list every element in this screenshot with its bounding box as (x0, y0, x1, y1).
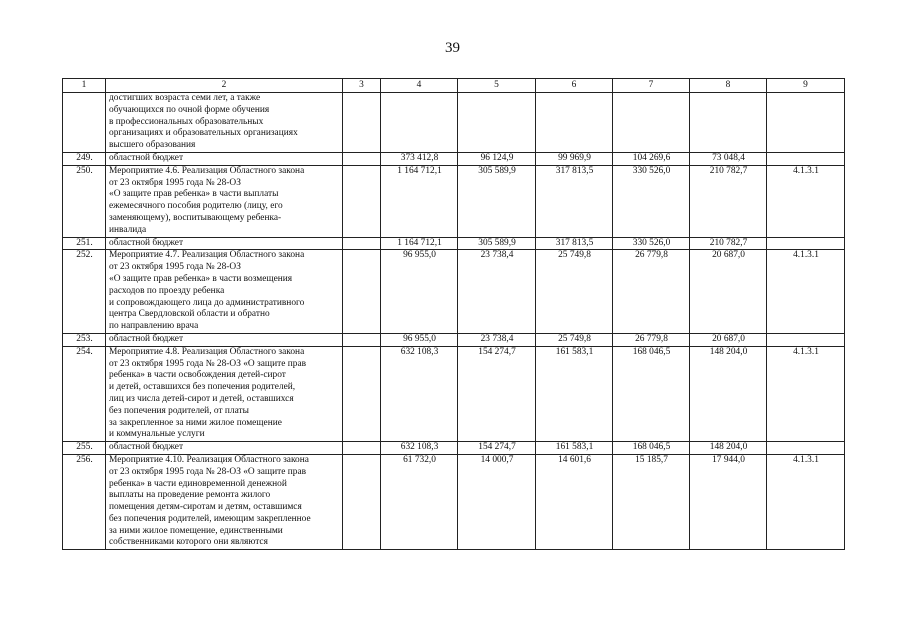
cell-col-3 (343, 93, 381, 153)
column-header: 9 (767, 79, 845, 93)
cell-total: 96 955,0 (381, 333, 458, 346)
row-number: 249. (63, 152, 106, 165)
row-description (106, 333, 343, 346)
cell-col-7: 104 269,6 (613, 152, 690, 165)
cell-col-8: 148 204,0 (690, 346, 767, 441)
row-description (106, 250, 343, 334)
cell-col-5: 154 274,7 (458, 442, 536, 455)
description-line: областной бюджет (109, 237, 184, 248)
cell-total: 632 108,3 (381, 346, 458, 441)
cell-total: 96 955,0 (381, 250, 458, 334)
table-row (63, 152, 845, 165)
cell-col-3 (343, 454, 381, 549)
budget-table (62, 78, 845, 550)
row-description (106, 152, 343, 165)
description-line: за ними жилое помещение, единственными (109, 525, 283, 536)
row-number: 254. (63, 346, 106, 441)
row-description (106, 165, 343, 237)
description-line: заменяющему), воспитывающему ребенка- (109, 212, 282, 223)
cell-col-6: 317 813,5 (536, 165, 613, 237)
cell-total: 1 164 712,1 (381, 165, 458, 237)
cell-col-7: 26 779,8 (613, 250, 690, 334)
cell-col-5: 23 738,4 (458, 333, 536, 346)
description-line: выплаты на проведение ремонта жилого (109, 490, 271, 501)
description-line: без попечения родителей, от платы (109, 405, 249, 416)
cell-col-5: 14 000,7 (458, 454, 536, 549)
description-line: от 23 октября 1995 года № 28-ОЗ (109, 262, 241, 273)
table-row (63, 333, 845, 346)
description-line: областной бюджет (109, 333, 184, 344)
cell-target-code (767, 237, 845, 250)
cell-col-3 (343, 442, 381, 455)
row-description (106, 346, 343, 441)
description-line: областной бюджет (109, 442, 184, 453)
description-line: ежемесячного пособия родителю (лицу, его (109, 201, 283, 212)
description-line: Мероприятие 4.6. Реализация Областного закона (109, 165, 305, 176)
cell-target-code: 4.1.3.1 (767, 346, 845, 441)
cell-col-5: 305 589,9 (458, 237, 536, 250)
description-line: Мероприятие 4.8. Реализация Областного закона (109, 346, 305, 357)
cell-col-6: 317 813,5 (536, 237, 613, 250)
table-row (63, 165, 845, 237)
cell-target-code: 4.1.3.1 (767, 250, 845, 334)
description-line: «О защите прав ребенка» в части возмещения (109, 273, 293, 284)
cell-col-7 (613, 93, 690, 153)
description-line: собственниками которого они являются (109, 537, 268, 548)
cell-target-code (767, 152, 845, 165)
row-description (106, 442, 343, 455)
cell-col-8: 210 782,7 (690, 237, 767, 250)
table-row (63, 250, 845, 334)
page-number: 39 (445, 40, 460, 56)
row-number: 255. (63, 442, 106, 455)
cell-target-code (767, 333, 845, 346)
cell-col-5: 23 738,4 (458, 250, 536, 334)
cell-target-code: 4.1.3.1 (767, 454, 845, 549)
description-line: и сопровождающего лица до административного (109, 297, 305, 308)
table-row (63, 93, 845, 153)
table-row (63, 454, 845, 549)
cell-col-3 (343, 165, 381, 237)
description-line: Мероприятие 4.7. Реализация Областного закона (109, 250, 305, 261)
row-number: 252. (63, 250, 106, 334)
cell-target-code (767, 442, 845, 455)
cell-col-7: 15 185,7 (613, 454, 690, 549)
cell-col-8: 148 204,0 (690, 442, 767, 455)
row-description (106, 237, 343, 250)
cell-col-6: 99 969,9 (536, 152, 613, 165)
cell-col-6: 161 583,1 (536, 346, 613, 441)
column-header: 4 (381, 79, 458, 93)
description-line: за закрепленное за ними жилое помещение (109, 417, 282, 428)
description-line: Мероприятие 4.10. Реализация Областного закона (109, 454, 309, 465)
cell-total (381, 93, 458, 153)
description-line: от 23 октября 1995 года № 28-ОЗ «О защите прав (109, 466, 307, 477)
cell-col-3 (343, 237, 381, 250)
row-number: 251. (63, 237, 106, 250)
column-header: 2 (106, 79, 343, 93)
cell-col-5: 305 589,9 (458, 165, 536, 237)
cell-col-8: 17 944,0 (690, 454, 767, 549)
description-line: ребенка» в части освобождения детей-сирот (109, 370, 286, 381)
description-line: без попечения родителей, имеющим закрепленное (109, 513, 311, 524)
cell-total: 1 164 712,1 (381, 237, 458, 250)
description-line: центра Свердловской области и обратно (109, 309, 270, 320)
description-line: лиц из числа детей-сирот и детей, оставшихся (109, 393, 294, 404)
description-line: помещения детям-сиротам и детям, оставшимся (109, 502, 302, 513)
description-line: обучающихся по очной форме обучения (109, 104, 270, 115)
cell-col-3 (343, 250, 381, 334)
cell-col-8: 20 687,0 (690, 333, 767, 346)
cell-col-7: 168 046,5 (613, 442, 690, 455)
column-header: 1 (63, 79, 106, 93)
description-line: «О защите прав ребенка» в части выплаты (109, 189, 279, 200)
row-number: 250. (63, 165, 106, 237)
table-row (63, 346, 845, 441)
cell-col-6: 14 601,6 (536, 454, 613, 549)
table-row (63, 237, 845, 250)
column-header: 5 (458, 79, 536, 93)
cell-col-8: 73 048,4 (690, 152, 767, 165)
column-header-row (63, 79, 845, 93)
column-header: 7 (613, 79, 690, 93)
row-description (106, 93, 343, 153)
cell-col-5: 96 124,9 (458, 152, 536, 165)
description-line: достигших возраста семи лет, а также (109, 93, 261, 103)
cell-col-6: 25 749,8 (536, 333, 613, 346)
description-line: в профессиональных образовательных (109, 116, 264, 127)
column-header: 3 (343, 79, 381, 93)
cell-target-code (767, 93, 845, 153)
description-line: областной бюджет (109, 152, 184, 163)
cell-col-5: 154 274,7 (458, 346, 536, 441)
description-line: инвалида (109, 224, 147, 235)
row-number (63, 93, 106, 153)
cell-col-7: 26 779,8 (613, 333, 690, 346)
cell-col-5 (458, 93, 536, 153)
cell-col-3 (343, 346, 381, 441)
column-header: 8 (690, 79, 767, 93)
row-number: 253. (63, 333, 106, 346)
description-line: от 23 октября 1995 года № 28-ОЗ (109, 177, 241, 188)
cell-col-6: 161 583,1 (536, 442, 613, 455)
description-line: высшего образования (109, 140, 196, 151)
cell-col-6 (536, 93, 613, 153)
cell-col-7: 330 526,0 (613, 165, 690, 237)
row-number: 256. (63, 454, 106, 549)
cell-col-8: 210 782,7 (690, 165, 767, 237)
description-line: ребенка» в части единовременной денежной (109, 478, 287, 489)
cell-col-8 (690, 93, 767, 153)
cell-col-3 (343, 333, 381, 346)
description-line: и детей, оставшихся без попечения родителей, (109, 382, 296, 393)
cell-col-8: 20 687,0 (690, 250, 767, 334)
cell-col-6: 25 749,8 (536, 250, 613, 334)
row-description (106, 454, 343, 549)
cell-total: 61 732,0 (381, 454, 458, 549)
description-line: и коммунальные услуги (109, 429, 205, 440)
cell-col-3 (343, 152, 381, 165)
column-header: 6 (536, 79, 613, 93)
description-line: организациях и образовательных организациях (109, 128, 298, 139)
description-line: от 23 октября 1995 года № 28-ОЗ «О защите прав (109, 358, 307, 369)
cell-total: 373 412,8 (381, 152, 458, 165)
description-line: по направлению врача (109, 321, 199, 332)
cell-total: 632 108,3 (381, 442, 458, 455)
cell-col-7: 330 526,0 (613, 237, 690, 250)
table-row (63, 442, 845, 455)
cell-target-code: 4.1.3.1 (767, 165, 845, 237)
description-line: расходов по проезду ребенка (109, 285, 225, 296)
cell-col-7: 168 046,5 (613, 346, 690, 441)
